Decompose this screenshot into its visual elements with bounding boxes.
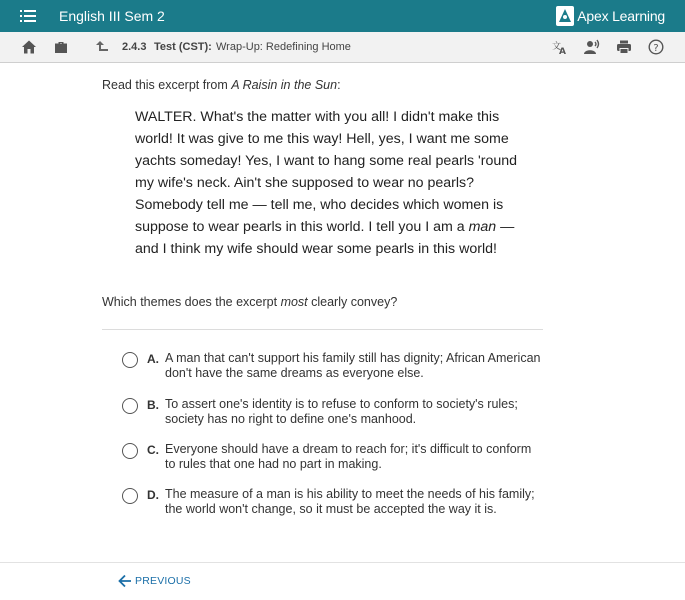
translate-icon[interactable]	[552, 39, 568, 55]
question-prompt	[102, 295, 397, 309]
question-text-end: clearly convey?	[307, 295, 398, 309]
home-icon[interactable]	[21, 39, 37, 55]
excerpt-text-end: — and I think my wife should wear some pearls in this world!	[135, 219, 515, 257]
choice-letter: A.	[147, 352, 159, 366]
arrow-left-icon	[118, 574, 132, 588]
footer-nav	[0, 562, 685, 600]
previous-label: PREVIOUS	[135, 575, 191, 587]
briefcase-icon[interactable]	[53, 39, 69, 55]
print-icon[interactable]	[616, 39, 632, 55]
work-title: A Raisin in the Sun	[231, 78, 338, 92]
menu-list-icon[interactable]	[20, 10, 36, 22]
read-aloud-icon[interactable]	[584, 39, 600, 55]
question-emphasis: most	[280, 295, 308, 309]
lesson-title: Wrap-Up: Redefining Home	[216, 41, 351, 53]
excerpt-emphasis: man	[468, 219, 497, 235]
radio-button[interactable]	[122, 443, 138, 459]
brand-name: Apex Learning	[577, 8, 665, 24]
choice-letter: B.	[147, 398, 159, 412]
question-content	[0, 64, 685, 562]
svg-text:A: A	[559, 47, 566, 55]
answer-choice-b[interactable]	[120, 397, 545, 429]
brand-logo	[556, 6, 665, 26]
choice-text: To assert one's identity is to refuse to conform to society's rules; society has no right to define one's manhood.	[165, 397, 518, 426]
previous-button[interactable]	[118, 574, 191, 588]
help-icon[interactable]	[648, 39, 664, 55]
intro-text: Read this excerpt from	[102, 78, 232, 92]
choice-text: Everyone should have a dream to reach for; it's difficult to conform to rules that one had no part in making.	[165, 442, 532, 471]
course-title: English III Sem 2	[59, 8, 165, 24]
apex-logo-icon	[556, 6, 574, 26]
radio-button[interactable]	[122, 488, 138, 504]
choice-text: The measure of a man is his ability to meet the needs of his family; the world won't change, so it must be accepted the way it is.	[165, 487, 535, 516]
question-text-start: Which themes does the excerpt	[102, 295, 281, 309]
excerpt-text-start: WALTER. What's the matter with you all! I didn't make this world! It was give to me this way! Hell, yes, I want me some yachts someday! Yes, I want to hang some real pearls 'round my wife's neck. Ain't she supposed to wear no pearls? Somebody tell me — tell me, who decides which women is suppose to wear pearls in this world. I tell you I am a	[135, 109, 518, 235]
choice-letter: C.	[147, 443, 159, 457]
answer-choice-a[interactable]	[120, 351, 545, 383]
excerpt-intro	[102, 78, 341, 92]
answer-choice-d[interactable]	[120, 487, 545, 535]
divider	[102, 329, 543, 330]
up-arrow-icon[interactable]	[94, 39, 110, 55]
svg-text:文: 文	[552, 42, 562, 52]
toolbar	[0, 32, 685, 63]
choice-letter: D.	[147, 488, 159, 502]
lesson-type: Test (CST):	[154, 41, 212, 53]
lesson-number: 2.4.3	[122, 41, 147, 53]
radio-button[interactable]	[122, 398, 138, 414]
choice-text: A man that can't support his family still has dignity; African American don't have the same dreams as everyone else.	[165, 351, 541, 380]
intro-colon: :	[337, 78, 341, 92]
radio-button[interactable]	[122, 352, 138, 368]
excerpt-passage	[135, 106, 520, 260]
svg-text:?: ?	[653, 43, 659, 54]
top-bar	[0, 0, 685, 32]
answer-choice-c[interactable]	[120, 442, 545, 474]
